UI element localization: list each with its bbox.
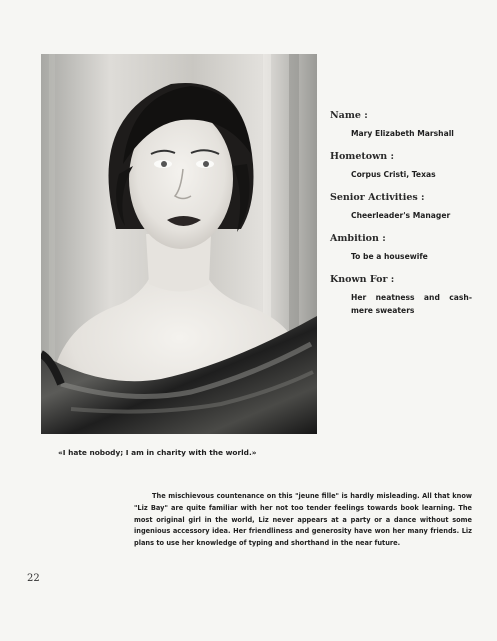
known-for-value: Her neatness and cash-mere sweaters: [351, 293, 472, 315]
biography-text: The mischievous countenance on this "jeune fille" is hardly misleading. All that know "Liz Bay" are quite familiar with her not too tender feelings towards book learning. The most original girl in the world, Liz never appears at a party or a dance without some ingenious accessory idea. Her friendliness and generosity have won her many friends. Liz plans to use her knowledge of typing and shorthand in the near future.: [134, 492, 472, 548]
name-label: Name :: [330, 110, 368, 121]
hometown-label: Hometown :: [330, 151, 395, 162]
ambition-value: To be a housewife: [351, 252, 428, 261]
name-field: [330, 110, 480, 140]
activities-value: Cheerleader's Manager: [351, 211, 451, 220]
known-for-field: [330, 274, 480, 317]
activities-field: [330, 192, 480, 222]
known-for-label: Known For :: [330, 274, 395, 285]
hometown-field: [330, 151, 480, 181]
ambition-field: [330, 233, 480, 263]
profile-info: [330, 110, 480, 328]
quote: «I hate nobody; I am in charity with the world.»: [58, 448, 257, 457]
page-number: 22: [27, 573, 40, 584]
name-value: Mary Elizabeth Marshall: [351, 129, 454, 138]
ambition-label: Ambition :: [330, 233, 386, 244]
hometown-value: Corpus Cristi, Texas: [351, 170, 436, 179]
portrait-photo: [41, 54, 317, 434]
activities-label: Senior Activities :: [330, 192, 425, 203]
biography: [134, 491, 472, 550]
